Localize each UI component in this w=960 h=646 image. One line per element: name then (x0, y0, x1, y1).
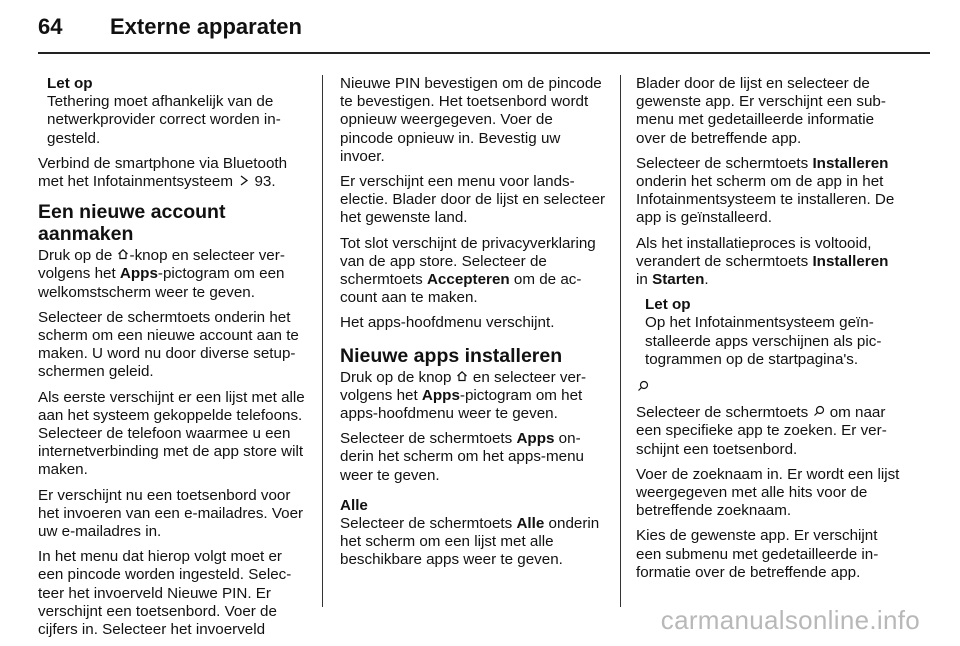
paragraph-text: onderin het scherm om het apps-menu weer te geven. (340, 430, 584, 484)
paragraph (636, 404, 904, 459)
page-number: 64 (38, 14, 63, 39)
paragraph-text: Selecteer de schermtoets (636, 404, 809, 422)
install-label: Installeren (812, 154, 889, 172)
paragraph: Selecteer de schermtoets onderin het scherm om een nieuwe account aan te maken. U word nu door diverse setup-schermen geleid. (38, 308, 299, 381)
chapter-title: Externe apparaten (110, 14, 302, 39)
search-icon (636, 379, 649, 397)
paragraph: Nieuwe PIN bevestigen om de pincode te bevestigen. Het toetsenbord wordt opnieuw weergegeven. Voer de pincode opnieuw in. Bevestig uw invoer. (340, 75, 602, 165)
install-label: Installeren (812, 252, 889, 270)
paragraph-text: Als het installatieproces is voltooid, verandert de schermtoets (636, 234, 872, 270)
page-reference[interactable]: 93. (254, 173, 276, 191)
home-icon (117, 247, 130, 265)
paragraph-text: in (636, 271, 648, 289)
paragraph-text: -pictogram om het apps-hoofdmenu weer te geven. (340, 386, 583, 423)
search-icon-line (636, 379, 904, 397)
paragraph-text: onderin het scherm om de app in het Infotainmentsysteem te installeren. De app is geïnstalleerd. (636, 173, 895, 227)
paragraph-text: -pictogram om een welkomstscherm weer te geven. (38, 265, 285, 301)
section-heading: Nieuwe apps installeren (340, 344, 563, 367)
paragraph: Het apps-hoofdmenu verschijnt. (340, 314, 555, 332)
paragraph-text: Selecteer de schermtoets (636, 154, 809, 172)
search-icon (812, 404, 825, 422)
paragraph (636, 155, 904, 228)
start-label: Starten (652, 271, 705, 289)
paragraph (340, 235, 608, 308)
apps-label: Apps (119, 265, 158, 283)
paragraph: Als eerste verschijnt er een lijst met alle aan het systeem gekoppelde telefoons. Selecteer de telefoon waarmee u een internetverbinding met de app store wilt maken. (38, 388, 305, 479)
paragraph-text: . (704, 271, 709, 289)
note-text: Tethering moet afhankelijk van de netwerkprovider correct worden ingesteld. (47, 93, 281, 147)
column-2 (340, 75, 608, 577)
all-label: Alle (516, 515, 545, 533)
header-rule (38, 52, 930, 54)
paragraph (340, 369, 608, 424)
paragraph (340, 430, 608, 485)
page-reference-arrow-icon (237, 173, 250, 191)
note-text: Op het Infotainmentsysteem geïnstalleerde apps verschijnen als pictogrammen op de startpagina's. (645, 314, 882, 368)
column-divider (322, 75, 323, 607)
paragraph (38, 155, 306, 191)
paragraph-text: Selecteer de schermtoets (340, 430, 513, 448)
paragraph-text: -knop en selecteer vervolgens het (38, 247, 285, 283)
accept-label: Accepteren (426, 271, 510, 289)
paragraph: Kies de gewenste app. Er verschijnt een submenu met gedetailleerde informatie over de betreffende app. (636, 527, 879, 581)
paragraph-text: en selecteer vervolgens het (340, 368, 587, 404)
paragraph-text: Druk op de (38, 247, 113, 265)
paragraph: In het menu dat hierop volgt moet er een pincode worden ingesteld. Selecteer het invoerveld Nieuwe PIN. Er verschijnt een toetsenbord. Voer de cijfers in. Selecteer het invoerveld (38, 548, 292, 639)
paragraph: Er verschijnt een menu voor landselectie. Blader door de lijst en selecteer het gewenste land. (340, 173, 606, 227)
paragraph-text: om naar een specifieke app te zoeken. Er verschijnt een toetsenbord. (636, 404, 887, 458)
sub-heading: Alle (340, 496, 368, 514)
paragraph: Blader door de lijst en selecteer de gewenste app. Er verschijnt een submenu met gedetailleerde informatie over de betreffende app. (636, 75, 886, 147)
apps-label: Apps (421, 386, 460, 404)
column-1 (38, 75, 306, 646)
column-3 (636, 75, 904, 589)
paragraph (38, 247, 306, 302)
note-block (636, 296, 904, 369)
paragraph-text: Druk op de knop (340, 368, 452, 386)
note-title: Let op (47, 75, 93, 92)
watermark: carmanualsonline.info (660, 605, 920, 635)
page-header (38, 14, 302, 44)
column-divider (620, 75, 621, 607)
paragraph-text: onderin het scherm om een lijst met alle beschikbare apps weer te geven. (340, 515, 600, 569)
paragraph-text: Verbind de smartphone via Bluetooth met het Infotainmentsysteem (38, 154, 288, 191)
paragraph: Voer de zoeknaam in. Er wordt een lijst weergegeven met alle hits voor de betreffende zoeknaam. (636, 465, 900, 520)
home-icon (456, 369, 469, 387)
note-title: Let op (645, 296, 691, 314)
note-block (38, 75, 306, 148)
section-heading: Een nieuwe account aanmaken (38, 201, 226, 246)
paragraph-text: om de account aan te maken. (340, 271, 582, 307)
paragraph-text: Tot slot verschijnt de privacyverklaring van de app store. Selecteer de schermtoets (340, 234, 596, 289)
apps-label: Apps (516, 430, 555, 448)
paragraph (636, 235, 904, 290)
paragraph (340, 515, 608, 570)
paragraph: Er verschijnt nu een toetsenbord voor het invoeren van een e-mailadres. Voer uw e-mailadres in. (38, 486, 304, 541)
paragraph-text: Selecteer de schermtoets (340, 515, 513, 533)
